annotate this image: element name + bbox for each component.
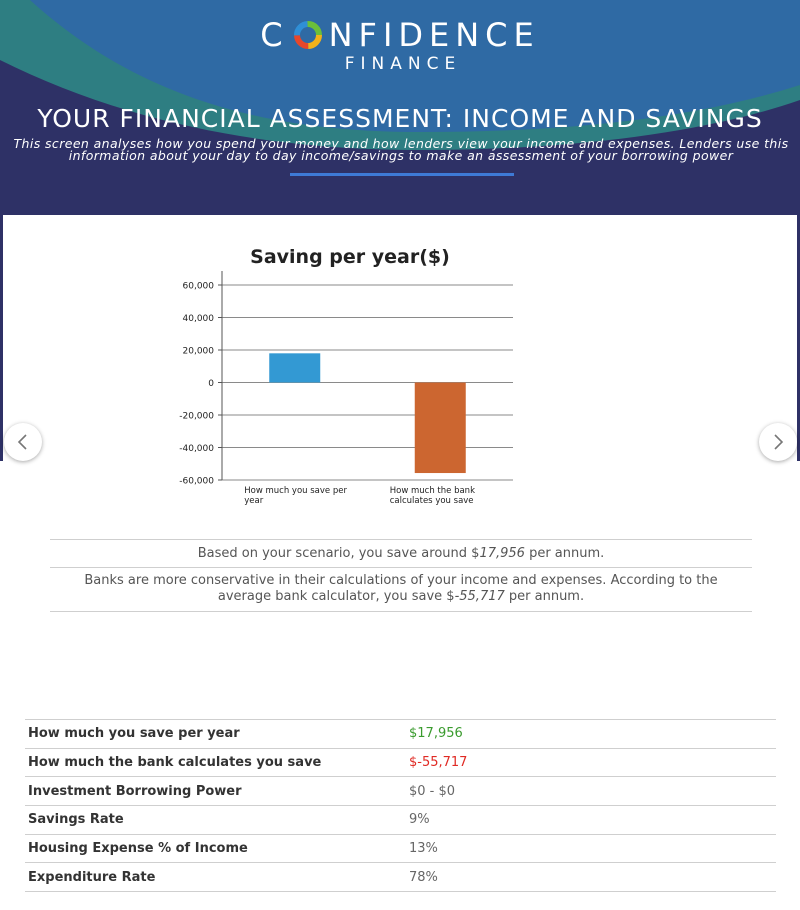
x-category-label: How much the bank (389, 486, 475, 496)
table-row (25, 720, 776, 749)
chart-bar (415, 383, 466, 474)
table-row (25, 806, 776, 835)
metric-value: $-55,717 (409, 755, 468, 771)
chart-bar (269, 353, 320, 382)
scenario-text: Based on your scenario, you save around $ (197, 546, 480, 561)
y-tick-label: 40,000 (182, 314, 214, 324)
savings-chart (0, 215, 800, 515)
carousel-prev-button[interactable] (4, 423, 42, 461)
x-category-label: calculates you save (389, 496, 474, 506)
page-title: YOUR FINANCIAL ASSESSMENT: INCOME AND SAVINGS (37, 104, 763, 133)
chevron-left-icon (16, 433, 30, 451)
page-subtitle: This screen analyses how you spend your money and how lenders view your income and expenses. Lenders use this information about your day to day income/savings to make an assessment of your borrowing power (13, 136, 789, 163)
bank-amount: -55,717 (454, 589, 505, 604)
metric-value: 9% (409, 812, 430, 828)
metrics-table (25, 719, 776, 892)
metric-label: Expenditure Rate (28, 869, 156, 885)
chevron-right-icon (771, 433, 785, 451)
brand-subline: FINANCE (344, 54, 462, 74)
y-tick-label: -60,000 (179, 476, 214, 487)
bank-summary (50, 568, 752, 612)
table-row (25, 835, 776, 864)
y-tick-label: 20,000 (182, 346, 214, 357)
brand-logo (0, 18, 800, 74)
bank-suffix: per annum. (504, 589, 585, 604)
metric-label: Investment Borrowing Power (28, 783, 242, 799)
logo-ring-icon (293, 20, 323, 50)
metric-value: 78% (409, 869, 438, 885)
carousel-next-button[interactable] (759, 423, 797, 461)
y-tick-label: 60,000 (182, 281, 214, 292)
chart-title: Saving per year($) (250, 246, 450, 268)
scenario-summary (50, 540, 752, 568)
brand-name-start: C (260, 16, 289, 54)
scenario-amount: 17,956 (479, 546, 525, 561)
title-divider (290, 173, 514, 176)
bank-text: Banks are more conservative in their calculations of your income and expenses. According to the average bank calculator, you save $ (84, 573, 718, 604)
x-category-label: year (244, 496, 264, 506)
metric-label: Savings Rate (28, 812, 124, 828)
page-header (0, 0, 800, 215)
metric-value: 13% (409, 841, 438, 857)
metric-label: How much you save per year (28, 726, 240, 742)
table-row (25, 777, 776, 806)
table-row (25, 749, 776, 778)
savings-summary (50, 539, 752, 612)
metric-label: How much the bank calculates you save (28, 755, 322, 771)
table-row (25, 863, 776, 892)
y-tick-label: 0 (208, 379, 214, 389)
metric-value: $0 - $0 (409, 783, 456, 799)
y-tick-label: -40,000 (179, 444, 214, 454)
x-category-label: How much you save per (244, 486, 347, 496)
scenario-suffix: per annum. (524, 546, 605, 561)
y-tick-label: -20,000 (179, 411, 214, 422)
brand-name-end: NFIDENCE (328, 16, 540, 54)
metric-label: Housing Expense % of Income (28, 841, 248, 857)
metric-value: $17,956 (409, 726, 463, 742)
